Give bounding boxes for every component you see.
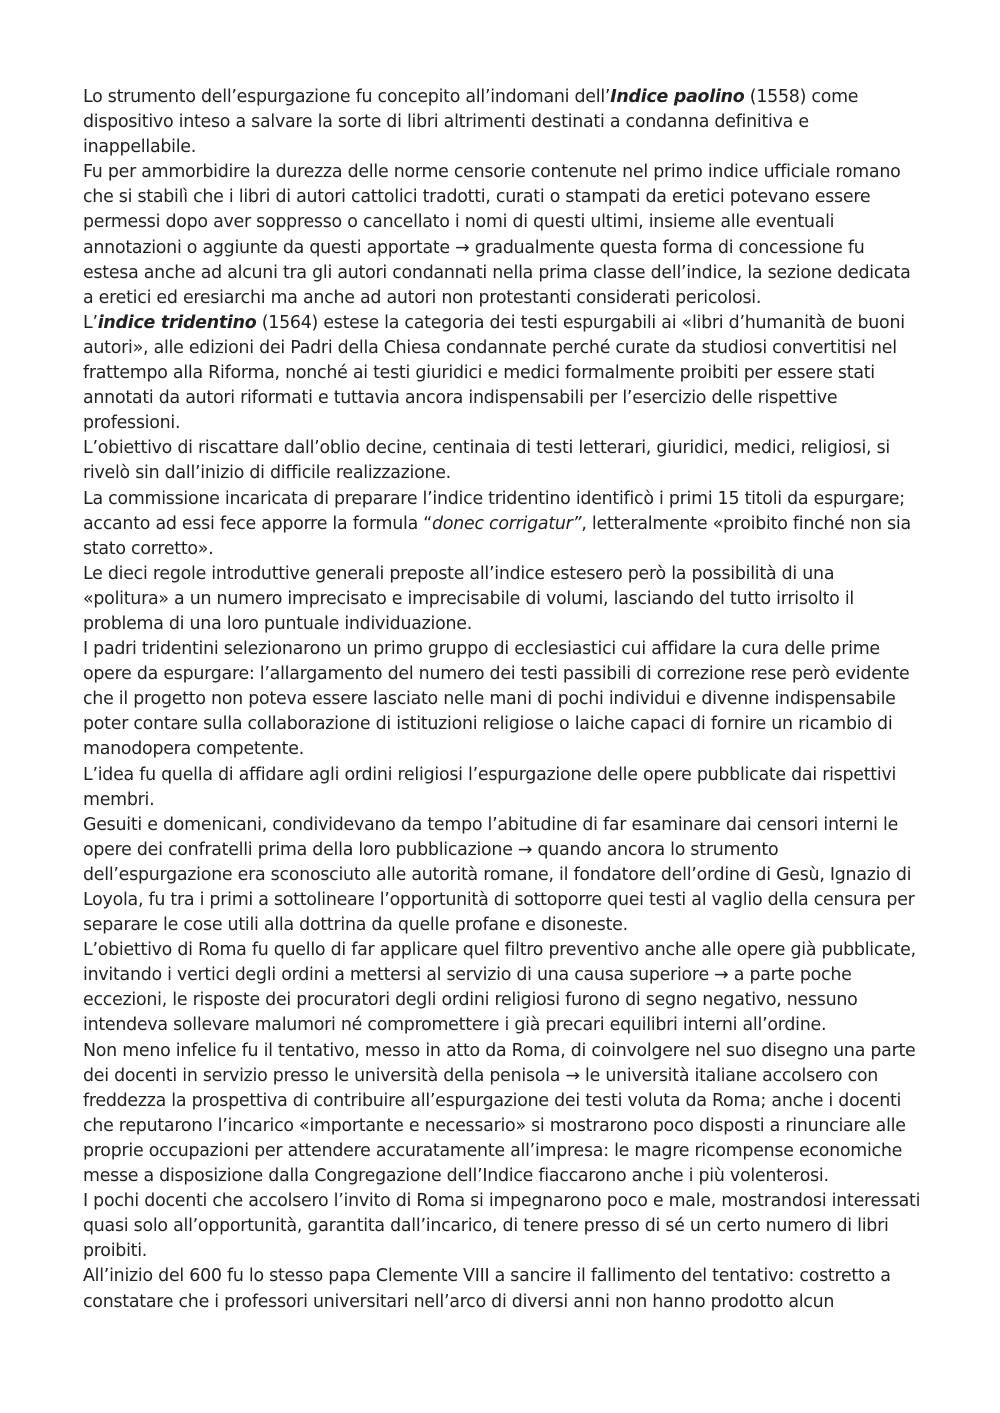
paragraph bbox=[83, 763, 921, 813]
text-run: Gesuiti e domenicani, condividevano da tempo l’abitudine di far esaminare dai censori interni le opere dei confratelli prima della loro pubblicazione → quando ancora lo strumento dell’espurgazione era sconosciuto alle autorità romane, il fondatore dell’ordine di Gesù, Ignazio di Loyola, fu tra i primi a sottolineare l’opportunità di sottoporre quei testi al vaglio della censura per separare le cose utili alla dottrina da quelle profane e disoneste. bbox=[83, 814, 915, 936]
text-run: L’obiettivo di Roma fu quello di far applicare quel filtro preventivo anche alle opere già pubblicate, invitando i vertici degli ordini a mettersi al servizio di una causa superiore → a parte poche eccezioni, le risposte dei procuratori degli ordini religiosi furono di segno negativo, nessuno intendeva sollevare malumori né compromettere i già precari equilibri interni all’ordine. bbox=[83, 940, 916, 1036]
text-run: Fu per ammorbidire la durezza delle norme censorie contenute nel primo indice ufficiale romano che si stabilì che i libri di autori cattolici tradotti, curati o stampati da eretici potevano essere permessi dopo aver soppresso o cancellato i nomi di questi ultimi, insieme alle eventuali annotazioni o aggiunte da questi apportate → gradualmente questa forma di concessione fu estesa anche ad alcuni tra gli autori condannati nella prima classe dell’indice, la sezione dedicata a eretici ed eresiarchi ma anche ad autori non protestanti considerati pericolosi. bbox=[83, 162, 911, 308]
text-run: L’ bbox=[83, 312, 98, 333]
text-run: I padri tridentini selezionarono un primo gruppo di ecclesiastici cui affidare la cura delle prime opere da espurgare: l’allargamento del numero dei testi passibili di correzione rese però evidente che il progetto non poteva essere lasciato nelle mani di pochi individui e divenne indispensabile poter contare sulla collaborazione di istituzioni religiose o laiche capaci di fornire un ricambio di manodopera competente. bbox=[83, 639, 910, 760]
paragraph bbox=[83, 562, 921, 637]
paragraph bbox=[83, 436, 921, 486]
text-run: I pochi docenti che accolsero l’invito di Roma si impegnarono poco e male, mostrandosi interessati quasi solo all’opportunità, garantita dall’incarico, di tenere presso di sé un certo numero di libri proibiti. bbox=[83, 1191, 921, 1262]
paragraph bbox=[83, 160, 921, 311]
text-run: , letteralmente «proibito finché non sia stato corretto». bbox=[83, 513, 911, 559]
emphasis-term: indice tridentino bbox=[97, 312, 257, 333]
document-page bbox=[83, 85, 921, 1315]
emphasis-term: Indice paolino bbox=[610, 87, 745, 107]
paragraph bbox=[83, 1264, 921, 1314]
text-run: (1564) estese la categoria dei testi espurgabili ai «libri d’humanità de buoni autori», alle edizioni dei Padri della Chiesa condannate perché curate da studiosi convertitisi nel frattempo alla Riforma, nonché ai testi giuridici e medici formalmente proibiti per essere stati annotati da autori riformati e tuttavia ancora indispensabili per l’esercizio delle rispettive professioni. bbox=[83, 312, 905, 434]
paragraph bbox=[83, 487, 921, 562]
paragraph bbox=[83, 1189, 921, 1264]
text-run: (1558) come dispositivo inteso a salvare la sorte di libri altrimenti destinati a condanna definitiva e inappellabile. bbox=[83, 87, 859, 158]
paragraph bbox=[83, 85, 921, 160]
paragraph bbox=[83, 637, 921, 762]
latin-quote: donec corrigatur” bbox=[432, 513, 582, 534]
text-run: Le dieci regole introduttive generali preposte all’indice estesero però la possibilità di una «politura» a un numero imprecisato e imprecisabile di volumi, lasciando del tutto irrisolto il problema di una loro puntuale individuazione. bbox=[83, 563, 855, 634]
paragraph bbox=[83, 311, 921, 436]
text-run: Lo strumento dell’espurgazione fu concepito all’indomani dell’ bbox=[83, 87, 611, 107]
text-run: All’inizio del 600 fu lo stesso papa Clemente VIII a sancire il fallimento del tentativo: costretto a constatare che i professori universitari nell’arco di diversi anni non hanno prodotto alcun bbox=[83, 1266, 891, 1312]
paragraph bbox=[83, 813, 921, 938]
paragraph bbox=[83, 938, 921, 1038]
text-run: L’obiettivo di riscattare dall’oblio decine, centinaia di testi letterari, giuridici, medici, religiosi, si rivelò sin dall’inizio di difficile realizzazione. bbox=[83, 438, 890, 484]
paragraph bbox=[83, 1039, 921, 1190]
text-run: L’idea fu quella di affidare agli ordini religiosi l’espurgazione delle opere pubblicate dai rispettivi membri. bbox=[83, 764, 897, 810]
text-run: Non meno infelice fu il tentativo, messo in atto da Roma, di coinvolgere nel suo disegno una parte dei docenti in servizio presso le università della penisola → le università italiane accolsero con freddezza la prospettiva di contribuire all’espurgazione dei testi voluta da Roma; anche i docenti che reputarono l’incarico «importante e necessario» si mostrarono poco disposti a rinunciare alle proprie occupazioni per attendere accuratamente all’impresa: le magre ricompense economiche messe a disposizione dalla Congregazione dell’Indice fiaccarono anche i più volenterosi. bbox=[83, 1040, 916, 1187]
text-run: La commissione incaricata di preparare l’indice tridentino identificò i primi 15 titoli da espurgare; accanto ad essi fece apporre la formula “ bbox=[83, 488, 905, 534]
